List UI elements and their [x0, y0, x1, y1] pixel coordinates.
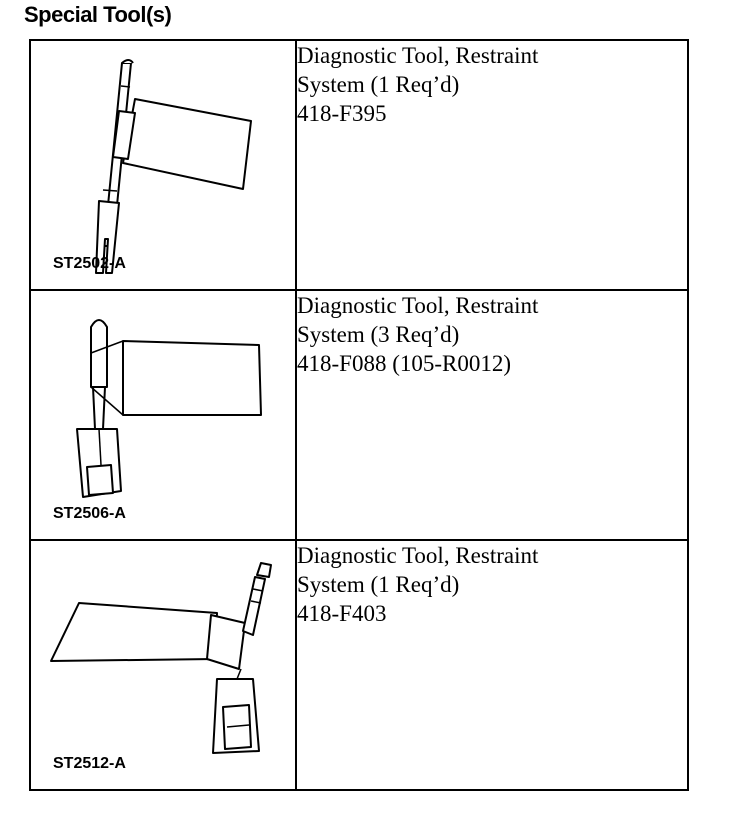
tool-description-cell	[296, 540, 688, 790]
table-row	[30, 290, 688, 540]
part-code-label: ST2512-A	[53, 755, 126, 772]
tool-part-number: 418-F395	[297, 101, 387, 126]
restraint-diagnostic-tool-illustration	[31, 291, 295, 539]
restraint-diagnostic-tool-illustration	[31, 541, 295, 789]
tool-name-line-2: System (3 Req’d)	[297, 322, 460, 347]
tool-name-line-1: Diagnostic Tool, Restraint	[297, 543, 539, 568]
restraint-diagnostic-tool-illustration	[31, 41, 295, 289]
tool-name-line-2: System (1 Req’d)	[297, 572, 460, 597]
table-row	[30, 40, 688, 290]
tool-image-cell	[30, 540, 296, 790]
tool-part-number: 418-F403	[297, 601, 387, 626]
part-code-label: ST2502-A	[53, 255, 126, 272]
tool-description-cell	[296, 290, 688, 540]
tool-name-line-2: System (1 Req’d)	[297, 72, 460, 97]
tool-description-cell	[296, 40, 688, 290]
tool-name-line-1: Diagnostic Tool, Restraint	[297, 293, 539, 318]
table-row	[30, 540, 688, 790]
page-title: Special Tool(s)	[24, 2, 172, 27]
part-code-label: ST2506-A	[53, 505, 126, 522]
tool-name-line-1: Diagnostic Tool, Restraint	[297, 43, 539, 68]
special-tools-table	[29, 39, 689, 791]
tool-image-cell	[30, 40, 296, 290]
tool-part-number: 418-F088 (105-R0012)	[297, 351, 512, 376]
tool-image-cell	[30, 290, 296, 540]
